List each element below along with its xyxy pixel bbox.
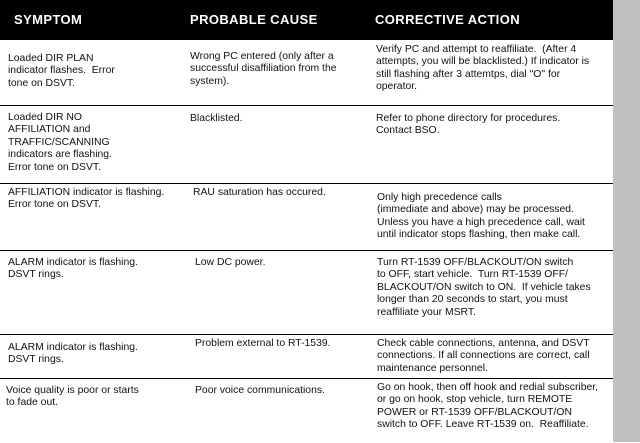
symptom-cell: Loaded DIR NO AFFILIATION and TRAFFIC/SCANNING indicators are flashing. Error tone on DSVT. [8, 112, 112, 173]
cause-cell: Problem external to RT-1539. [195, 338, 331, 349]
symptom-column-header: SYMPTOM [14, 12, 83, 27]
action-cell: Turn RT-1539 OFF/BLACKOUT/ON switch to OFF, start vehicle. Turn RT-1539 OFF/ BLACKOUT/ON switch to ON. If vehicle takes longer than 20 seconds to start, you must reaffiliate your MSRT. [377, 257, 591, 318]
cause-cell: Blacklisted. [190, 113, 243, 124]
action-cell: Refer to phone directory for procedures. Contact BSO. [376, 113, 561, 137]
cause-cell: Poor voice communications. [195, 385, 325, 396]
scrollbar[interactable] [613, 0, 640, 442]
table-row [0, 40, 613, 105]
symptom-cell: Loaded DIR PLAN indicator flashes. Error tone on DSVT. [8, 53, 115, 89]
table-row [0, 334, 613, 379]
cause-cell: RAU saturation has occured. [193, 187, 326, 198]
cause-cell: Wrong PC entered (only after a successful disaffiliation from the system). [190, 51, 337, 87]
symptom-cell: Voice quality is poor or starts to fade out. [6, 385, 139, 409]
table-header [0, 0, 613, 40]
symptom-cell: ALARM indicator is flashing. DSVT rings. [8, 257, 138, 281]
action-cell: Only high precedence calls (immediate and above) may be processed. Unless you have a high precedence call, wait until indicator stops flashing, then make call. [377, 192, 585, 241]
table-row [0, 378, 613, 443]
table-row [0, 250, 613, 335]
action-cell: Check cable connections, antenna, and DSVT connections. If all connections are correct, call maintenance personnel. [377, 338, 590, 374]
action-cell: Verify PC and attempt to reaffiliate. (After 4 attempts, you will be blacklisted.) If indicator is still flashing after 3 attemtps, dial "O" for operator. [376, 44, 590, 93]
symptom-cell: ALARM indicator is flashing. DSVT rings. [8, 342, 138, 366]
table-row [0, 183, 613, 251]
action-cell: Go on hook, then off hook and redial subscriber, or go on hook, stop vehicle, turn REMOTE POWER or RT-1539 OFF/BLACKOUT/ON switch to OFF. Leave RT-1539 on. Reaffiliate. [377, 382, 599, 431]
action-column-header: CORRECTIVE ACTION [375, 12, 520, 27]
symptom-cell: AFFILIATION indicator is flashing. Error tone on DSVT. [8, 187, 165, 211]
table-row [0, 105, 613, 184]
cause-column-header: PROBABLE CAUSE [190, 12, 318, 27]
cause-cell: Low DC power. [195, 257, 266, 268]
